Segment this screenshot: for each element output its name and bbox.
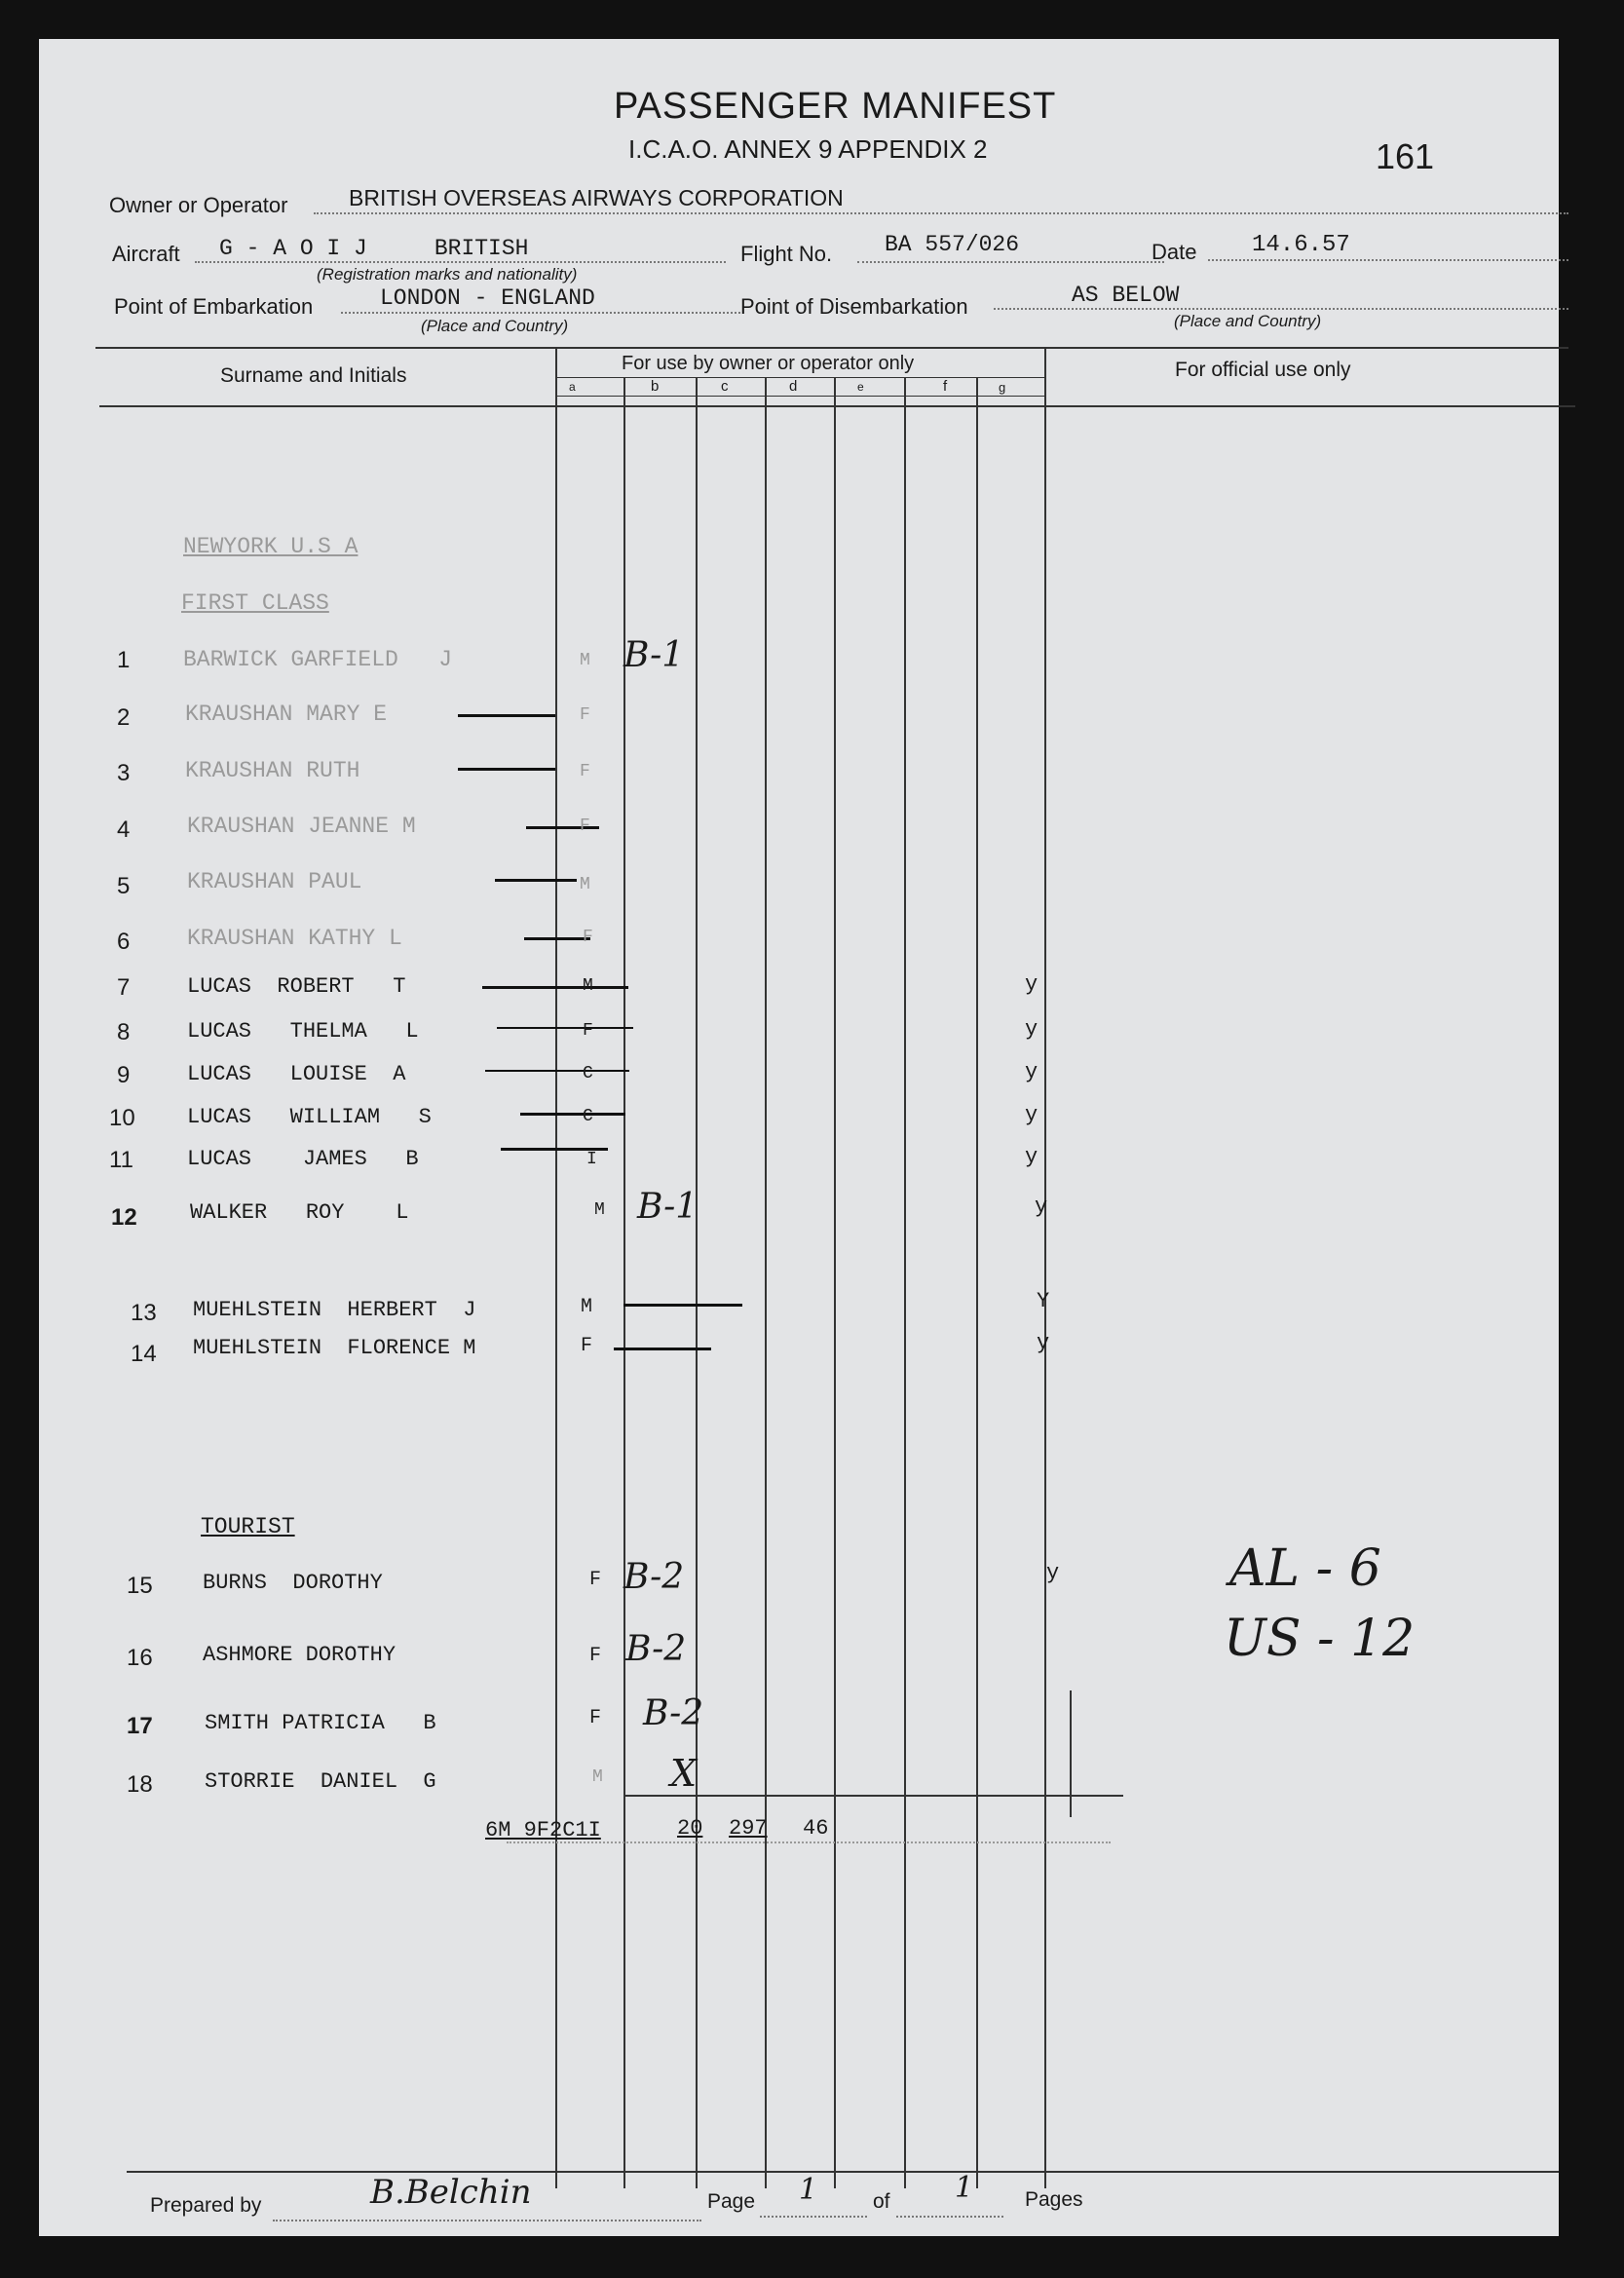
- passenger-sex: F: [581, 1335, 593, 1357]
- disembarkation-label: Point of Disembarkation: [740, 294, 968, 319]
- official-note-us: US - 12: [1224, 1610, 1416, 1668]
- passenger-name: KRAUSHAN RUTH: [185, 758, 360, 783]
- passenger-sex: F: [589, 1645, 602, 1667]
- passenger-sex: C: [583, 1064, 593, 1083]
- destination-heading: NEWYORK U.S A: [183, 534, 359, 559]
- page-subtitle: I.C.A.O. ANNEX 9 APPENDIX 2: [628, 134, 988, 164]
- date-label: Date: [1152, 240, 1197, 264]
- passenger-col-g: y: [1025, 1017, 1039, 1042]
- passenger-sex: F: [580, 762, 590, 781]
- prepared-by-value: B.Belchin: [370, 2173, 532, 2212]
- passenger-sex: F: [580, 816, 590, 836]
- column-owner-use: For use by owner or operator only: [622, 353, 915, 374]
- of-label: of: [873, 2190, 890, 2213]
- pages-label: Pages: [1025, 2188, 1083, 2211]
- embarkation-note: (Place and Country): [421, 317, 569, 335]
- passenger-number: 9: [117, 1062, 131, 1088]
- subcol-b: b: [651, 378, 660, 395]
- passenger-name: WALKER ROY L: [190, 1200, 409, 1225]
- disembarkation-value: AS BELOW: [1072, 283, 1180, 308]
- aircraft-value: G - A O I J BRITISH: [219, 236, 529, 261]
- aircraft-label: Aircraft: [112, 242, 180, 266]
- passenger-number: 17: [127, 1713, 153, 1739]
- passenger-col-b: B-2: [623, 1557, 685, 1597]
- tourist-heading: TOURIST: [201, 1514, 295, 1539]
- passenger-sex: F: [589, 1569, 602, 1591]
- passenger-sex: M: [580, 875, 590, 894]
- passenger-number: 4: [117, 816, 131, 843]
- passenger-number: 18: [127, 1771, 153, 1798]
- passenger-sex: F: [583, 1021, 593, 1041]
- page-number: 161: [1376, 136, 1435, 176]
- passenger-sex: M: [580, 651, 590, 670]
- passenger-name: LUCAS WILLIAM S: [187, 1105, 432, 1129]
- manifest-sheet: [39, 39, 1559, 2236]
- passenger-sex: M: [583, 976, 593, 996]
- passenger-number: 6: [117, 929, 131, 955]
- column-surname: Surname and Initials: [220, 364, 407, 387]
- embarkation-value: LONDON - ENGLAND: [380, 285, 595, 311]
- passenger-col-g: y: [1025, 1060, 1039, 1084]
- subcol-f: f: [943, 378, 948, 395]
- passenger-col-g: y: [1025, 1145, 1039, 1169]
- passenger-sex: M: [592, 1767, 603, 1787]
- passenger-col-g: y: [1037, 1331, 1050, 1355]
- totals-col-b: 20: [677, 1816, 703, 1841]
- embarkation-label: Point of Embarkation: [114, 294, 314, 319]
- passenger-col-b: B-2: [625, 1629, 687, 1669]
- passenger-name: ASHMORE DOROTHY: [203, 1643, 397, 1667]
- subcol-g: g: [999, 380, 1006, 395]
- aircraft-note: (Registration marks and nationality): [317, 265, 578, 284]
- passenger-name: LUCAS THELMA L: [187, 1019, 419, 1044]
- passenger-col-g: y: [1046, 1561, 1060, 1585]
- passenger-name: MUEHLSTEIN HERBERT J: [193, 1298, 476, 1322]
- passenger-number: 8: [117, 1019, 131, 1045]
- page-value: 1: [799, 2173, 818, 2207]
- totals-col-d: 46: [803, 1816, 829, 1841]
- official-note-al: AL - 6: [1229, 1539, 1381, 1598]
- passenger-col-g: y: [1025, 972, 1039, 997]
- passenger-name: STORRIE DANIEL G: [205, 1769, 436, 1794]
- passenger-number: 11: [109, 1147, 133, 1173]
- passenger-number: 14: [131, 1341, 157, 1367]
- passenger-name: SMITH PATRICIA B: [205, 1711, 436, 1735]
- passenger-sex: F: [580, 705, 590, 725]
- passenger-number: 16: [127, 1645, 153, 1671]
- passenger-sex: F: [583, 928, 593, 947]
- passenger-col-g: y: [1025, 1103, 1039, 1127]
- passenger-col-g: y: [1035, 1195, 1048, 1219]
- passenger-name: MUEHLSTEIN FLORENCE M: [193, 1336, 476, 1360]
- passenger-name: BARWICK GARFIELD J: [183, 647, 453, 672]
- passenger-number: 3: [117, 760, 131, 786]
- passenger-name: LUCAS JAMES B: [187, 1147, 419, 1171]
- column-official-use: For official use only: [1175, 359, 1351, 381]
- passenger-col-g: Y: [1037, 1289, 1050, 1313]
- passenger-name: KRAUSHAN PAUL: [187, 869, 362, 894]
- passenger-number: 2: [117, 704, 131, 731]
- passenger-name: KRAUSHAN MARY E: [185, 702, 388, 727]
- passenger-name: LUCAS ROBERT T: [187, 974, 406, 999]
- flight-value: BA 557/026: [885, 232, 1020, 257]
- subcol-a: a: [569, 380, 576, 394]
- passenger-sex: C: [583, 1107, 593, 1126]
- passenger-number: 7: [117, 974, 131, 1001]
- subcol-e: e: [857, 380, 864, 394]
- passenger-number: 12: [111, 1204, 137, 1231]
- passenger-sex: I: [586, 1150, 597, 1169]
- passenger-sex: M: [581, 1296, 593, 1318]
- page-label: Page: [707, 2190, 756, 2213]
- disembarkation-note: (Place and Country): [1174, 312, 1322, 330]
- passenger-name: LUCAS LOUISE A: [187, 1062, 406, 1086]
- owner-value: BRITISH OVERSEAS AIRWAYS CORPORATION: [349, 185, 844, 210]
- owner-label: Owner or Operator: [109, 193, 288, 217]
- passenger-number: 10: [109, 1105, 135, 1131]
- passenger-name: KRAUSHAN KATHY L: [187, 926, 402, 951]
- page-title: PASSENGER MANIFEST: [614, 86, 1057, 127]
- passenger-col-b: X: [670, 1752, 698, 1795]
- first-class-heading: FIRST CLASS: [181, 590, 329, 616]
- passenger-name: KRAUSHAN JEANNE M: [187, 814, 416, 839]
- passenger-sex: F: [589, 1707, 602, 1729]
- passenger-name: BURNS DOROTHY: [203, 1571, 383, 1595]
- subcol-c: c: [721, 378, 729, 395]
- date-value: 14.6.57: [1252, 232, 1350, 258]
- passenger-number: 5: [117, 873, 131, 899]
- prepared-by-label: Prepared by: [150, 2194, 262, 2217]
- passenger-number: 15: [127, 1573, 153, 1599]
- passenger-number: 13: [131, 1300, 157, 1326]
- passenger-sex: M: [594, 1200, 605, 1220]
- of-value: 1: [955, 2171, 974, 2205]
- flight-label: Flight No.: [740, 242, 833, 266]
- passenger-number: 1: [117, 647, 131, 673]
- totals-col-c: 297: [729, 1816, 768, 1841]
- subcol-d: d: [789, 378, 798, 395]
- passenger-col-b: B-1: [623, 635, 685, 675]
- passenger-col-b: B-1: [637, 1187, 699, 1227]
- totals-code: 6M 9F2C1I: [485, 1818, 601, 1842]
- passenger-col-b: B-2: [643, 1693, 704, 1733]
